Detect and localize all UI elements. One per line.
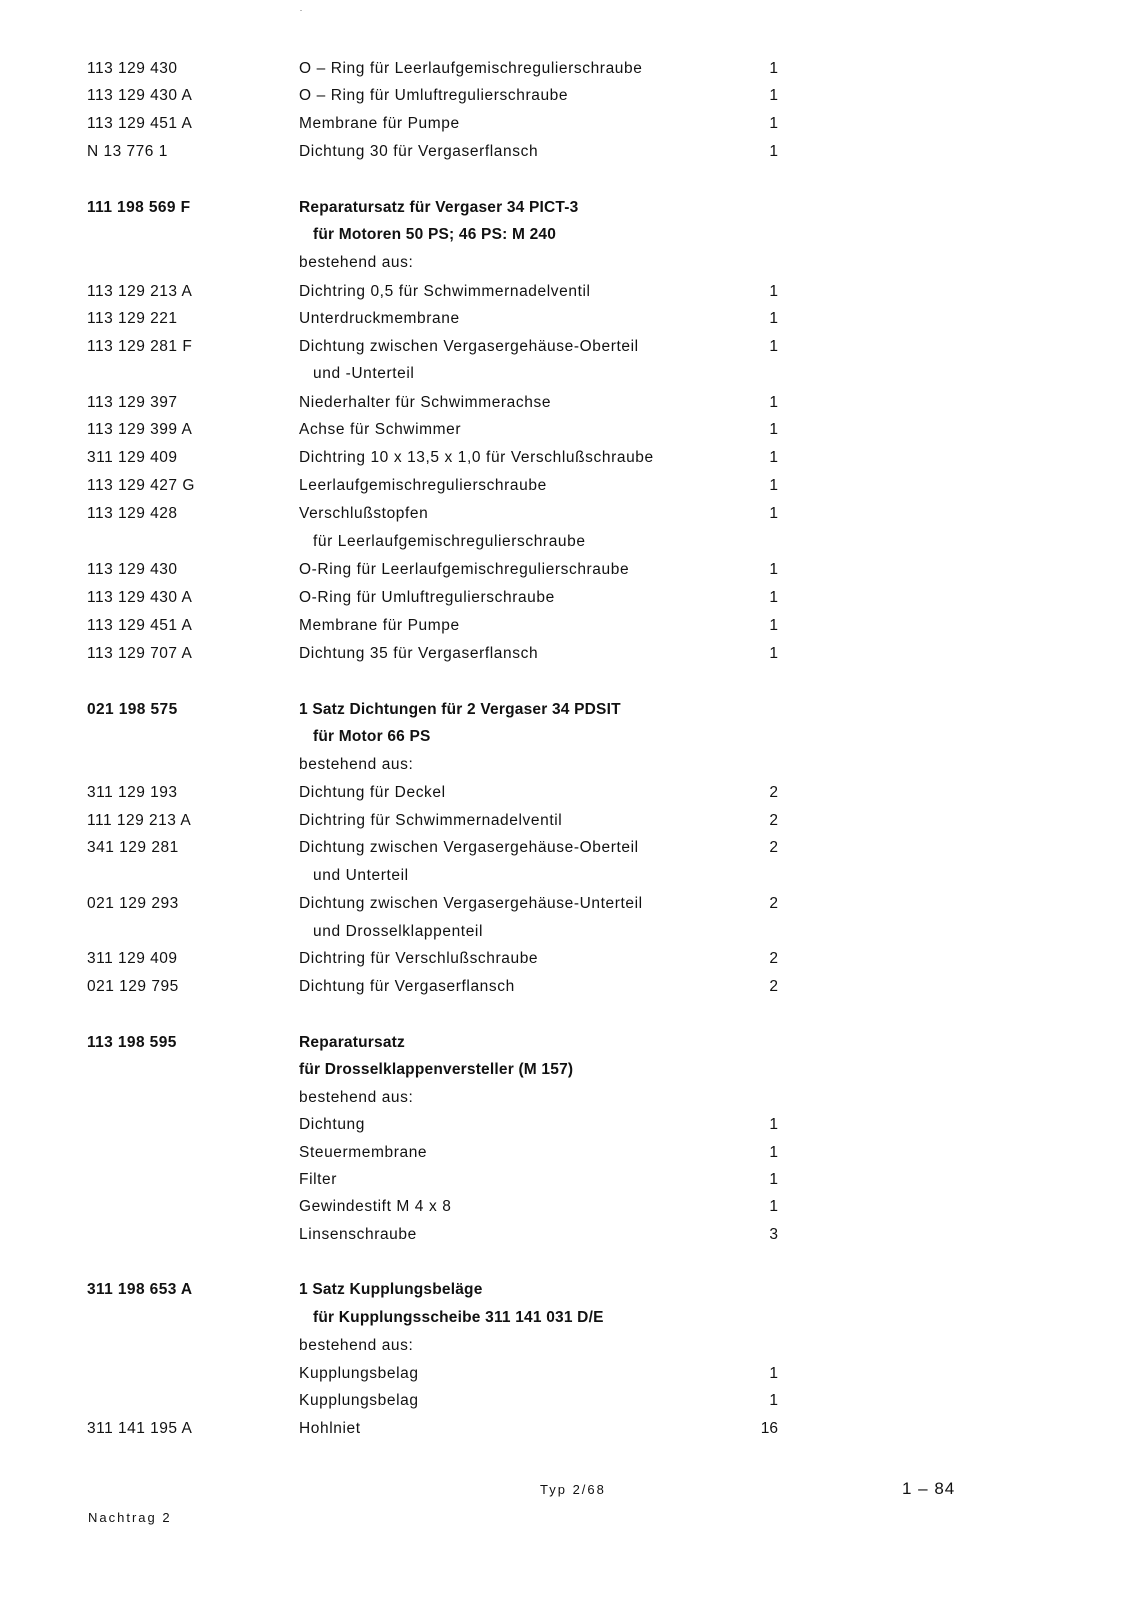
part-row [0,110,1133,138]
part-number: 113 129 221 [87,310,178,327]
part-description: Dichtung für Deckel [299,784,446,801]
part-number: 311 198 653 A [87,1281,193,1298]
part-row [0,278,1133,306]
part-quantity: 1 [769,310,778,327]
part-row [0,973,1133,1001]
part-number: 113 129 430 [87,60,178,77]
part-row [0,138,1133,166]
page-number: 1 – 84 [902,1479,956,1498]
part-description: Dichtung 30 für Vergaserflansch [299,143,539,160]
part-description: bestehend aus: [299,1337,414,1354]
part-description: für Motor 66 PS [313,728,431,745]
section-header-row [0,696,1133,724]
part-row [0,1193,1133,1221]
part-row [0,1415,1133,1443]
section-header-row [0,1304,1133,1332]
part-quantity: 2 [769,950,778,967]
part-number: 113 198 595 [87,1034,177,1051]
part-quantity: 1 [769,589,778,606]
part-description: Gewindestift M 4 x 8 [299,1198,452,1215]
part-description: Steuermembrane [299,1144,428,1161]
part-row [0,1360,1133,1388]
section-header-row [0,1056,1133,1084]
footer-type-label: Typ 2/68 [540,1482,606,1497]
part-number: 113 129 707 A [87,645,193,662]
part-row [0,1166,1133,1194]
part-description: bestehend aus: [299,254,414,271]
part-row [0,1139,1133,1167]
part-number: 113 129 430 [87,561,178,578]
part-quantity: 1 [769,617,778,634]
part-description: Dichtring für Verschlußschraube [299,950,539,967]
part-description: Dichtung für Vergaserflansch [299,978,515,995]
part-description: Unterdruckmembrane [299,310,460,327]
section-header-row [0,1276,1133,1304]
part-row [0,333,1133,361]
section-header-row [0,194,1133,222]
part-number: 311 141 195 A [87,1420,193,1437]
section-header-row [0,723,1133,751]
part-quantity: 1 [769,1116,778,1133]
part-quantity: 1 [769,561,778,578]
part-row [0,945,1133,973]
part-row [0,862,1133,890]
part-quantity: 1 [769,338,778,355]
part-quantity: 1 [769,60,778,77]
part-description: Reparatursatz für Vergaser 34 PICT-3 [299,199,579,216]
part-description: Dichtung 35 für Vergaserflansch [299,645,539,662]
part-description: und Drosselklappenteil [313,923,484,940]
part-row [0,305,1133,333]
part-row [0,890,1133,918]
part-quantity: 1 [769,1392,778,1409]
part-number: 311 129 409 [87,449,178,466]
part-description: Reparatursatz [299,1034,405,1051]
part-number: 021 198 575 [87,701,178,718]
part-row [0,1387,1133,1415]
part-number: 113 129 399 A [87,421,193,438]
part-description: Linsenschraube [299,1226,417,1243]
part-quantity: 1 [769,115,778,132]
part-quantity: 2 [769,812,778,829]
part-description: bestehend aus: [299,756,414,773]
part-row [0,751,1133,779]
part-description: Dichtung zwischen Vergasergehäuse-Unterteil [299,895,643,912]
part-row [0,807,1133,835]
part-quantity: 2 [769,839,778,856]
part-quantity: 1 [769,421,778,438]
part-quantity: 2 [769,895,778,912]
part-description: Achse für Schwimmer [299,421,462,438]
part-description: 1 Satz Kupplungsbeläge [299,1281,483,1298]
part-number: 021 129 795 [87,978,179,995]
part-row [0,82,1133,110]
part-number: 111 129 213 A [87,812,192,829]
part-description: und Unterteil [313,867,409,884]
part-quantity: 16 [760,1420,778,1437]
part-quantity: 1 [769,1365,778,1382]
part-description: Membrane für Pumpe [299,115,460,132]
part-number: 021 129 293 [87,895,179,912]
part-row [0,360,1133,388]
part-number: 113 129 451 A [87,617,193,634]
part-quantity: 1 [769,1198,778,1215]
part-row [0,918,1133,946]
part-row [0,612,1133,640]
part-description: O-Ring für Umluftregulierschraube [299,589,555,606]
part-number: 113 129 427 G [87,477,195,494]
part-description: Hohlniet [299,1420,361,1437]
part-number: 113 129 451 A [87,115,193,132]
part-description: Kupplungsbelag [299,1392,419,1409]
part-number: 311 129 193 [87,784,178,801]
part-number: 113 129 430 A [87,87,193,104]
part-description: bestehend aus: [299,1089,414,1106]
part-description: Filter [299,1171,338,1188]
part-description: Niederhalter für Schwimmerachse [299,394,552,411]
part-description: O-Ring für Leerlaufgemischregulierschraube [299,561,630,578]
part-description: Dichtung zwischen Vergasergehäuse-Oberteil [299,338,639,355]
part-description: Verschlußstopfen [299,505,429,522]
part-row [0,1084,1133,1112]
part-number: N 13 776 1 [87,143,168,160]
part-number: 113 129 428 [87,505,178,522]
section-header-row [0,1029,1133,1057]
part-quantity: 1 [769,505,778,522]
part-quantity: 1 [769,449,778,466]
part-row [0,444,1133,472]
part-row [0,1221,1133,1249]
part-quantity: 1 [769,87,778,104]
part-row [0,834,1133,862]
part-quantity: 1 [769,283,778,300]
part-quantity: 2 [769,978,778,995]
part-number: 341 129 281 [87,839,179,856]
section-header-row [0,221,1133,249]
part-quantity: 1 [769,394,778,411]
part-description: 1 Satz Dichtungen für 2 Vergaser 34 PDSIT [299,701,621,718]
part-row [0,416,1133,444]
part-row [0,528,1133,556]
part-quantity: 2 [769,784,778,801]
part-quantity: 1 [769,1171,778,1188]
part-number: 113 129 281 F [87,338,193,355]
part-description: Dichtring 0,5 für Schwimmernadelventil [299,283,591,300]
part-number: 311 129 409 [87,950,178,967]
part-row [0,779,1133,807]
part-description: Dichtung [299,1116,365,1133]
supplement-label: Nachtrag 2 [88,1510,172,1525]
part-row [0,1332,1133,1360]
part-description: O – Ring für Leerlaufgemischregulierschraube [299,60,643,77]
part-row [0,584,1133,612]
part-description: O – Ring für Umluftregulierschraube [299,87,569,104]
part-description: für Drosselklappenversteller (M 157) [299,1061,574,1078]
part-row [0,640,1133,668]
part-number: 111 198 569 F [87,199,191,216]
part-description: Leerlaufgemischregulierschraube [299,477,547,494]
part-row [0,500,1133,528]
part-description: und -Unterteil [313,365,415,382]
part-description: für Kupplungsscheibe 311 141 031 D/E [313,1309,604,1326]
part-row [0,249,1133,277]
part-quantity: 1 [769,645,778,662]
part-row [0,389,1133,417]
part-number: 113 129 397 [87,394,178,411]
part-quantity: 1 [769,1144,778,1161]
part-description: Dichtung zwischen Vergasergehäuse-Oberteil [299,839,639,856]
part-row [0,556,1133,584]
part-quantity: 1 [769,477,778,494]
part-row [0,55,1133,83]
part-row [0,472,1133,500]
part-description: für Leerlaufgemischregulierschraube [313,533,586,550]
part-description: Dichtring 10 x 13,5 x 1,0 für Verschlußschraube [299,449,654,466]
part-number: 113 129 430 A [87,589,193,606]
part-description: Membrane für Pumpe [299,617,460,634]
part-number: 113 129 213 A [87,283,193,300]
part-row [0,1111,1133,1139]
part-description: Dichtring für Schwimmernadelventil [299,812,563,829]
part-quantity: 1 [769,143,778,160]
part-description: Kupplungsbelag [299,1365,419,1382]
part-quantity: 3 [769,1226,778,1243]
part-description: für Motoren 50 PS; 46 PS: M 240 [313,226,557,243]
